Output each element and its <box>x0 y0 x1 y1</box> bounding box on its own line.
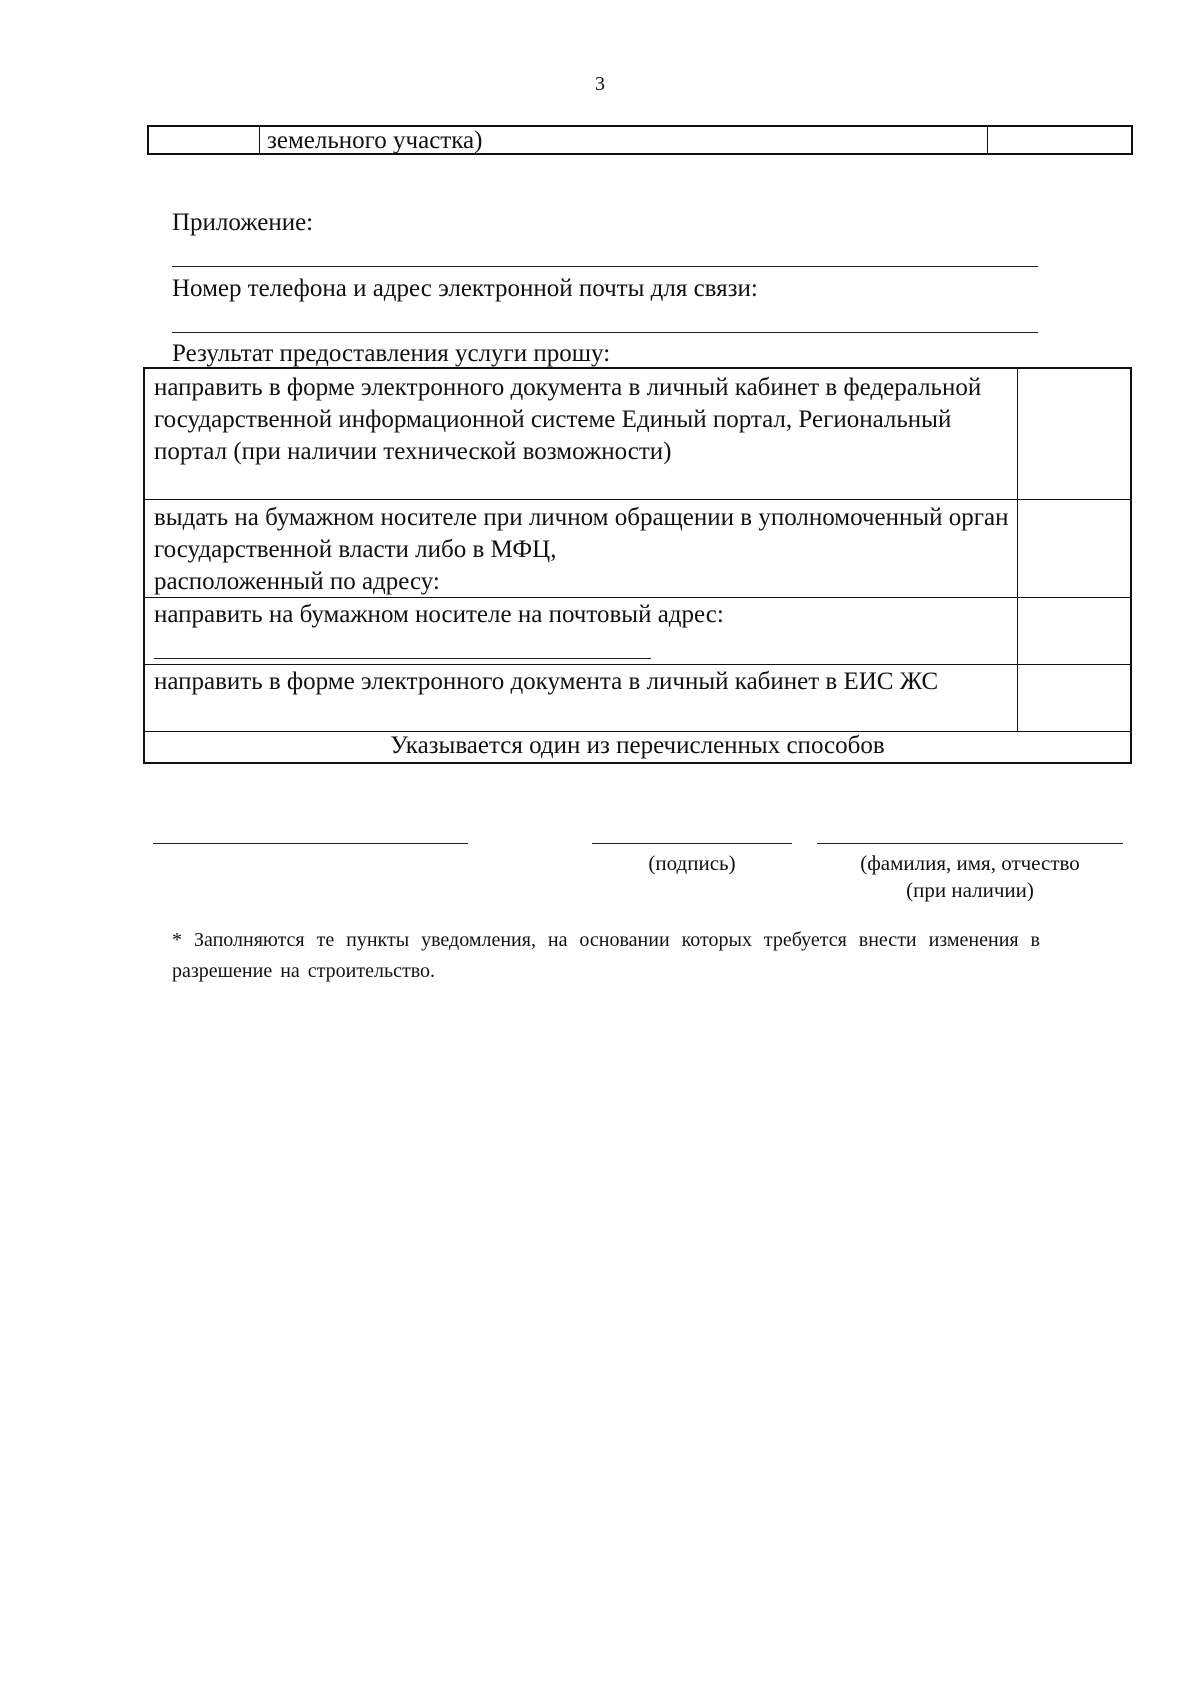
option-electronic-eis-checkbox[interactable] <box>1019 666 1130 731</box>
table-divider <box>987 127 988 153</box>
table-cell-text: земельного участка) <box>267 127 483 154</box>
attachment-label: Приложение: <box>172 209 314 236</box>
attachment-blank-line[interactable] <box>172 266 1038 267</box>
table-row-divider <box>145 499 1130 500</box>
option-electronic-eis: направить в форме электронного документа в личный кабинет в ЕИС ЖС <box>154 668 939 695</box>
option-paper-in-person <box>154 502 1012 598</box>
contact-blank-line[interactable] <box>172 332 1038 333</box>
option-paper-by-mail-checkbox[interactable] <box>1019 599 1130 664</box>
signature-blank-line[interactable] <box>592 843 792 844</box>
contact-label: Номер телефона и адрес электронной почты для связи: <box>172 275 758 302</box>
result-label: Результат предоставления услуги прошу: <box>172 340 611 367</box>
option-paper-in-person-address-label: расположенный по адресу: <box>154 568 440 595</box>
option-electronic-portal-checkbox[interactable] <box>1019 369 1130 499</box>
full-name-caption-line2: (при наличии) <box>906 878 1034 902</box>
continuation-table <box>147 125 1133 155</box>
full-name-caption-line1: (фамилия, имя, отчество <box>860 851 1080 875</box>
checkbox-column-divider <box>1017 369 1018 731</box>
table-divider <box>259 127 260 153</box>
date-blank-line[interactable] <box>153 843 468 844</box>
result-options-table <box>143 367 1132 764</box>
postal-address-blank-line[interactable] <box>154 658 651 659</box>
options-footer-note: Указывается один из перечисленных способов <box>390 732 885 759</box>
footnote: * Заполняются те пункты уведомления, на основании которых требуется внести изменения в разрешение на строительство. <box>172 929 1040 982</box>
option-paper-in-person-checkbox[interactable] <box>1019 501 1130 597</box>
option-paper-by-mail: направить на бумажном носителе на почтовый адрес: <box>154 601 724 628</box>
table-row-divider <box>145 597 1130 598</box>
signature-caption: (подпись) <box>648 851 736 875</box>
full-name-blank-line[interactable] <box>817 843 1123 844</box>
page-number: 3 <box>595 73 605 95</box>
option-electronic-portal: направить в форме электронного документа в личный кабинет в федеральной государственной информационной системе Единый портал, Региональный портал (при наличии технической возможности) <box>154 374 982 465</box>
address-blank-line[interactable] <box>446 573 941 598</box>
option-paper-in-person-text: выдать на бумажном носителе при личном обращении в уполномоченный орган государственной власти либо в МФЦ, <box>154 504 1009 563</box>
table-row-divider <box>145 664 1130 665</box>
